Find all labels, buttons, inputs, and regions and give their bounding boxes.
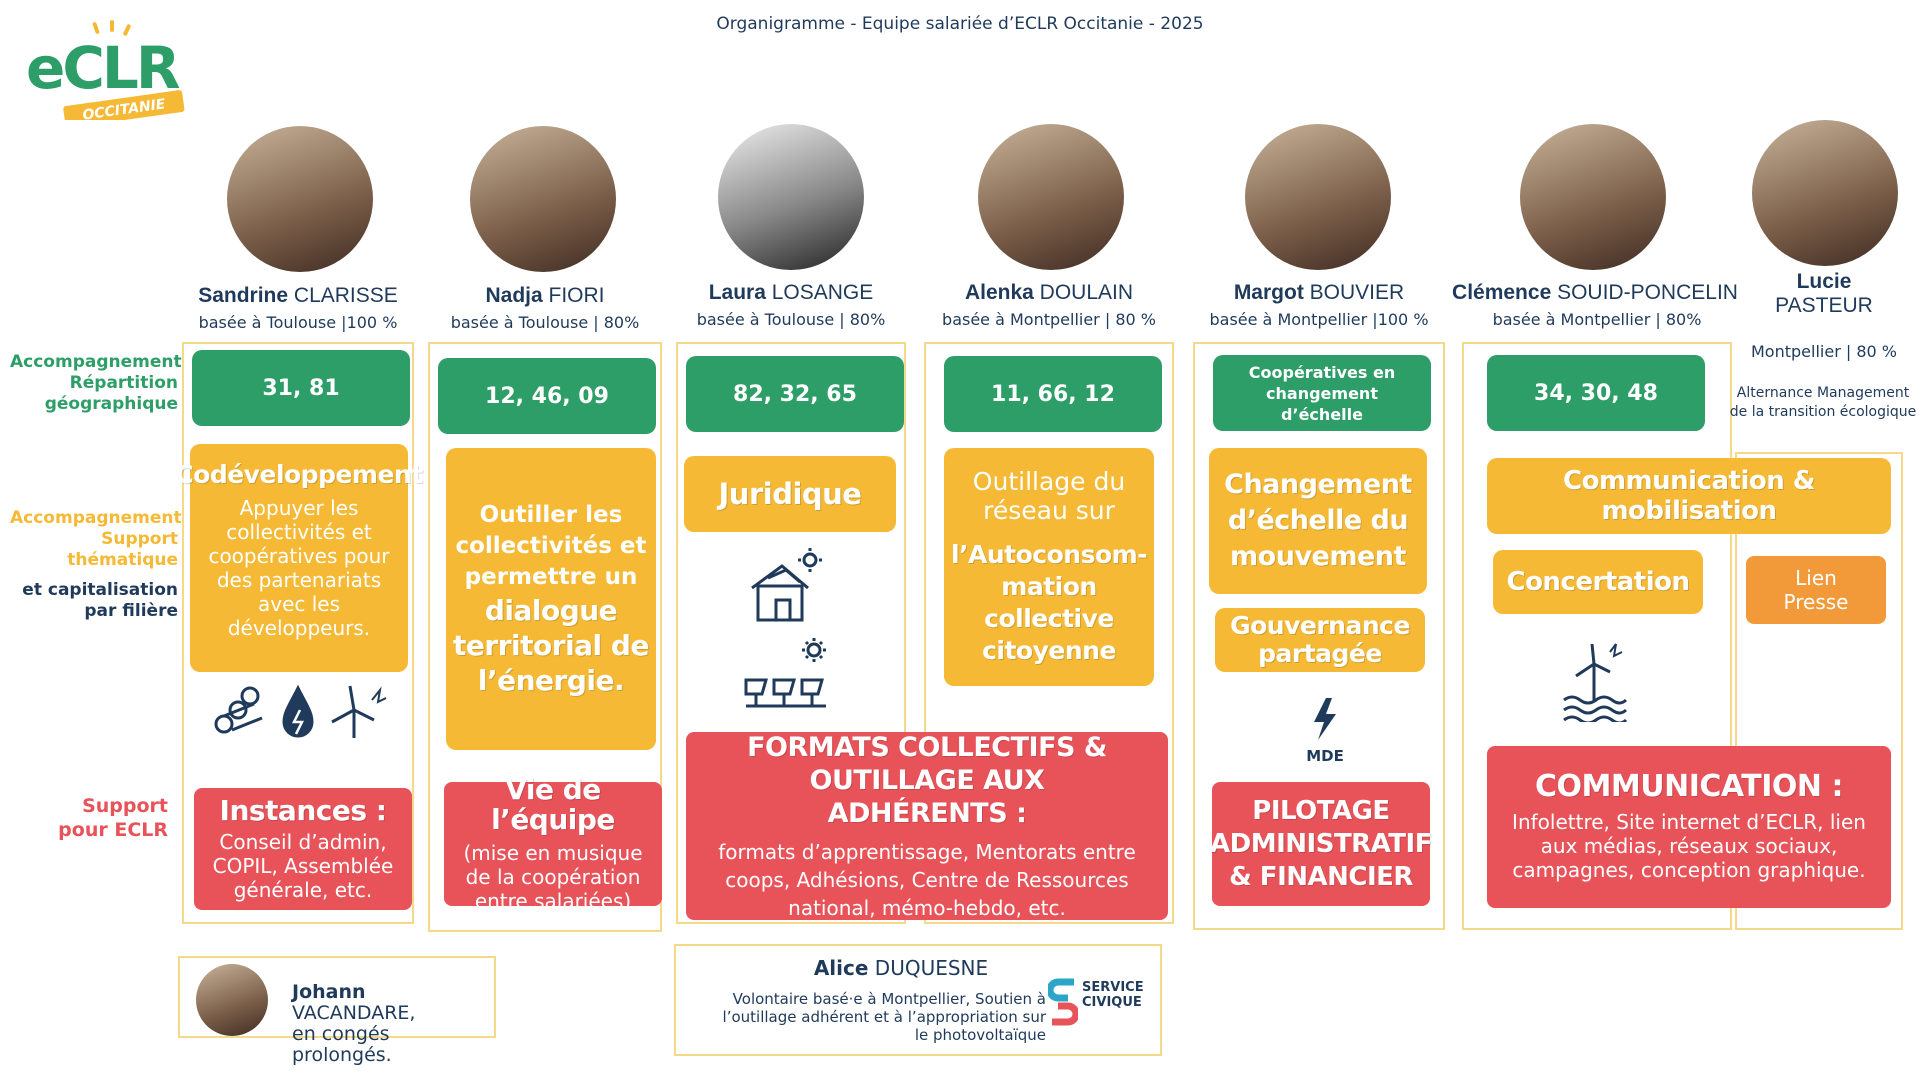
geo-laura: 82, 32, 65 [686,356,904,432]
alice-name: Alice DUQUESNE [813,956,989,980]
eclr-logo [24,20,214,120]
wind-turbine-icon [332,686,386,738]
hydro-drop-icon [284,688,312,736]
photo-lucie [1752,120,1898,266]
energy-efficiency-icon [1300,696,1350,765]
support-shared: FORMATS COLLECTIFS & OUTILLAGE AUX ADHÉRENTS : formats d’apprentissage, Mentorats entre coops, Adhésions, Centre de Ressources national, mémo-hebdo, etc. [686,732,1168,920]
name-lucie: Lucie PASTEUR [1775,270,1873,317]
geo-margot: Coopératives en changement d’échelle [1213,355,1431,431]
geo-sandrine: 31, 81 [192,350,410,426]
info-clemence: basée à Montpellier | 80% [1492,310,1702,329]
photo-laura [718,124,864,270]
name-clemence: Clémence SOUID-PONCELIN [1452,281,1738,304]
info-nadja: basée à Toulouse | 80% [450,313,640,332]
logo-sub: OCCITANIE [81,96,167,120]
name-nadja: Nadja FIORI [485,284,605,307]
theme-margot-2: Gouvernance partagée [1215,608,1425,672]
row-label-support: Support pour ECLR [58,795,168,841]
solar-panels-icon [742,636,834,710]
solar-house-icon [746,548,826,624]
theme-nadja: Outiller les collectivités et permettre un dialogue territorial de l’énergie. [446,448,656,750]
svg-text:eCLR: eCLR [26,34,178,102]
row-label-theme: Accompagnement Support thématique [10,508,182,570]
support-clemence: COMMUNICATION : Infolettre, Site internet d’ECLR, lien aux médias, réseaux sociaux, campagnes, conception graphique. [1487,746,1891,908]
role-lucie: Alternance Management de la transition écologique [1729,385,1917,420]
page-title: Organigramme - Equipe salariée d’ECLR Occitanie - 2025 [716,14,1204,34]
support-nadja: Vie de l’équipe (mise en musique de la coopération entre salariées) [444,782,662,906]
info-lucie: Montpellier | 80 % [1751,342,1897,361]
theme-clemence: Communication & mobilisation [1487,458,1891,534]
mde-label: MDE [1306,747,1344,765]
card-alice [674,944,1162,1056]
johann-text: Johann VACANDARE, en congés prolongés. [292,981,416,1066]
info-margot: basée à Montpellier |100 % [1209,310,1429,329]
service-civique-logo: SERVICE CIVIQUE [1048,976,1148,1032]
wood-logs-icon [216,688,262,732]
photo-alenka [978,124,1124,270]
photo-clemence [1520,124,1666,270]
name-alenka: Alenka DOULAIN [964,281,1134,304]
geo-alenka: 11, 66, 12 [944,356,1162,432]
info-alenka: basée à Montpellier | 80 % [942,310,1156,329]
card-johann [178,956,496,1066]
row-label-capital: et capitalisation par filière [22,580,178,621]
row-label-geo: Accompagnement Répartition géographique [10,352,182,414]
photo-margot [1245,124,1391,270]
info-sandrine: basée à Toulouse |100 % [198,313,398,332]
theme-lucie: Lien Presse [1746,556,1886,624]
theme-clemence-2: Concertation [1493,550,1703,614]
theme-margot: Changement d’échelle du mouvement [1209,448,1427,594]
name-margot: Margot BOUVIER [1233,281,1405,304]
support-margot: PILOTAGE ADMINISTRATIF & FINANCIER [1212,782,1430,906]
alice-desc: Volontaire basé·e à Montpellier, Soutien à l’outillage adhérent et à l’appropriation sur le photovoltaïque [722,990,1046,1044]
theme-alenka: Outillage du réseau sur l’Autoconsom-mation collective citoyenne [944,448,1154,686]
name-laura: Laura LOSANGE [708,281,874,304]
filiere-icons-sandrine [210,680,390,740]
geo-nadja: 12, 46, 09 [438,358,656,434]
photo-sandrine [227,126,373,272]
support-sandrine: Instances : Conseil d’admin, COPIL, Assemblée générale, etc. [194,788,412,910]
photo-nadja [470,126,616,272]
info-laura: basée à Toulouse | 80% [696,310,886,329]
theme-laura: Juridique [684,456,896,532]
name-sandrine: Sandrine CLARISSE [198,284,398,307]
geo-clemence: 34, 30, 48 [1487,355,1705,431]
offshore-wind-icon [1560,642,1630,722]
theme-sandrine: Codéveloppement Appuyer les collectivités et coopératives pour des partenariats avec les développeurs. [190,444,408,672]
photo-johann [196,964,268,1036]
